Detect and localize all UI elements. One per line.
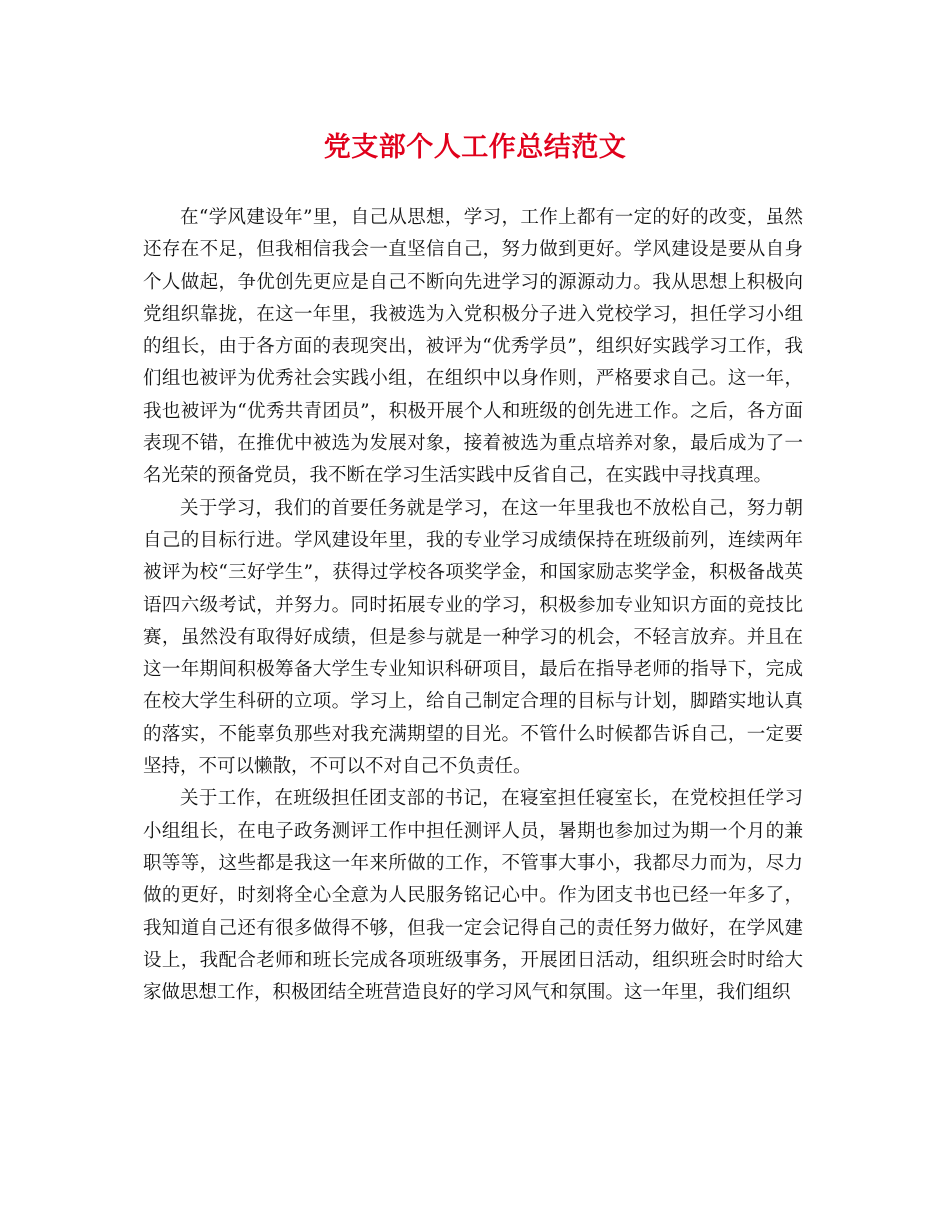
paragraph-work: 关于工作，在班级担任团支部的书记，在寝室担任寝室长，在党校担任学习小组组长，在电子政务测评工作中担任测评人员，暑期也参加过为期一个月的兼职等等，这些都是我这一年来所做的工作，不管事大事小，我都尽力而为，尽力做的更好，时刻将全心全意为人民服务铭记心中。作为团支书也已经一年多了，我知道自己还有很多做得不够，但我一定会记得自己的责任努力做好，在学风建设上，我配合老师和班长完成各项班级事务，开展团日活动，组织班会时时给大家做思想工作，积极团结全班营造良好的学习风气和氛围。这一年里，我们组织 (143, 788, 803, 1004)
document-title: 党支部个人工作总结范文 (323, 132, 627, 163)
paragraph-thought: 在“学风建设年”里，自己从思想，学习，工作上都有一定的好的改变，虽然还存在不足，但我相信我会一直坚信自己，努力做到更好。学风建设是要从自身个人做起，争优创先更应是自己不断向先进学习的源源动力。我从思想上积极向党组织靠拢，在这一年里，我被选为入党积极分子进入党校学习，担任学习小组的组长，由于各方面的表现突出，被评为“优秀学员”，组织好实践学习工作，我们组也被评为优秀社会实践小组，在组织中以身作则，严格要求自己。这一年，我也被评为“优秀共青团员”，积极开展个人和班级的创先进工作。之后，各方面表现不错，在推优中被选为发展对象，接着被选为重点培养对象，最后成为了一名光荣的预备党员，我不断在学习生活实践中反省自己，在实践中寻找真理。 (143, 207, 803, 487)
paragraph-study: 关于学习，我们的首要任务就是学习，在这一年里我也不放松自己，努力朝自己的目标行进。学风建设年里，我的专业学习成绩保持在班级前列，连续两年被评为校“三好学生”，获得过学校各项奖学金，和国家励志奖学金，积极备战英语四六级考试，并努力。同时拓展专业的学习，积极参加专业知识方面的竞技比赛，虽然没有取得好成绩，但是参与就是一种学习的机会，不轻言放弃。并且在这一年期间积极筹备大学生专业知识科研项目，最后在指导老师的指导下，完成在校大学生科研的立项。学习上，给自己制定合理的目标与计划，脚踏实地认真的落实，不能辜负那些对我充满期望的目光。不管什么时候都告诉自己，一定要坚持，不可以懒散，不可以不对自己不负责任。 (143, 497, 803, 778)
document-body (143, 202, 803, 1009)
